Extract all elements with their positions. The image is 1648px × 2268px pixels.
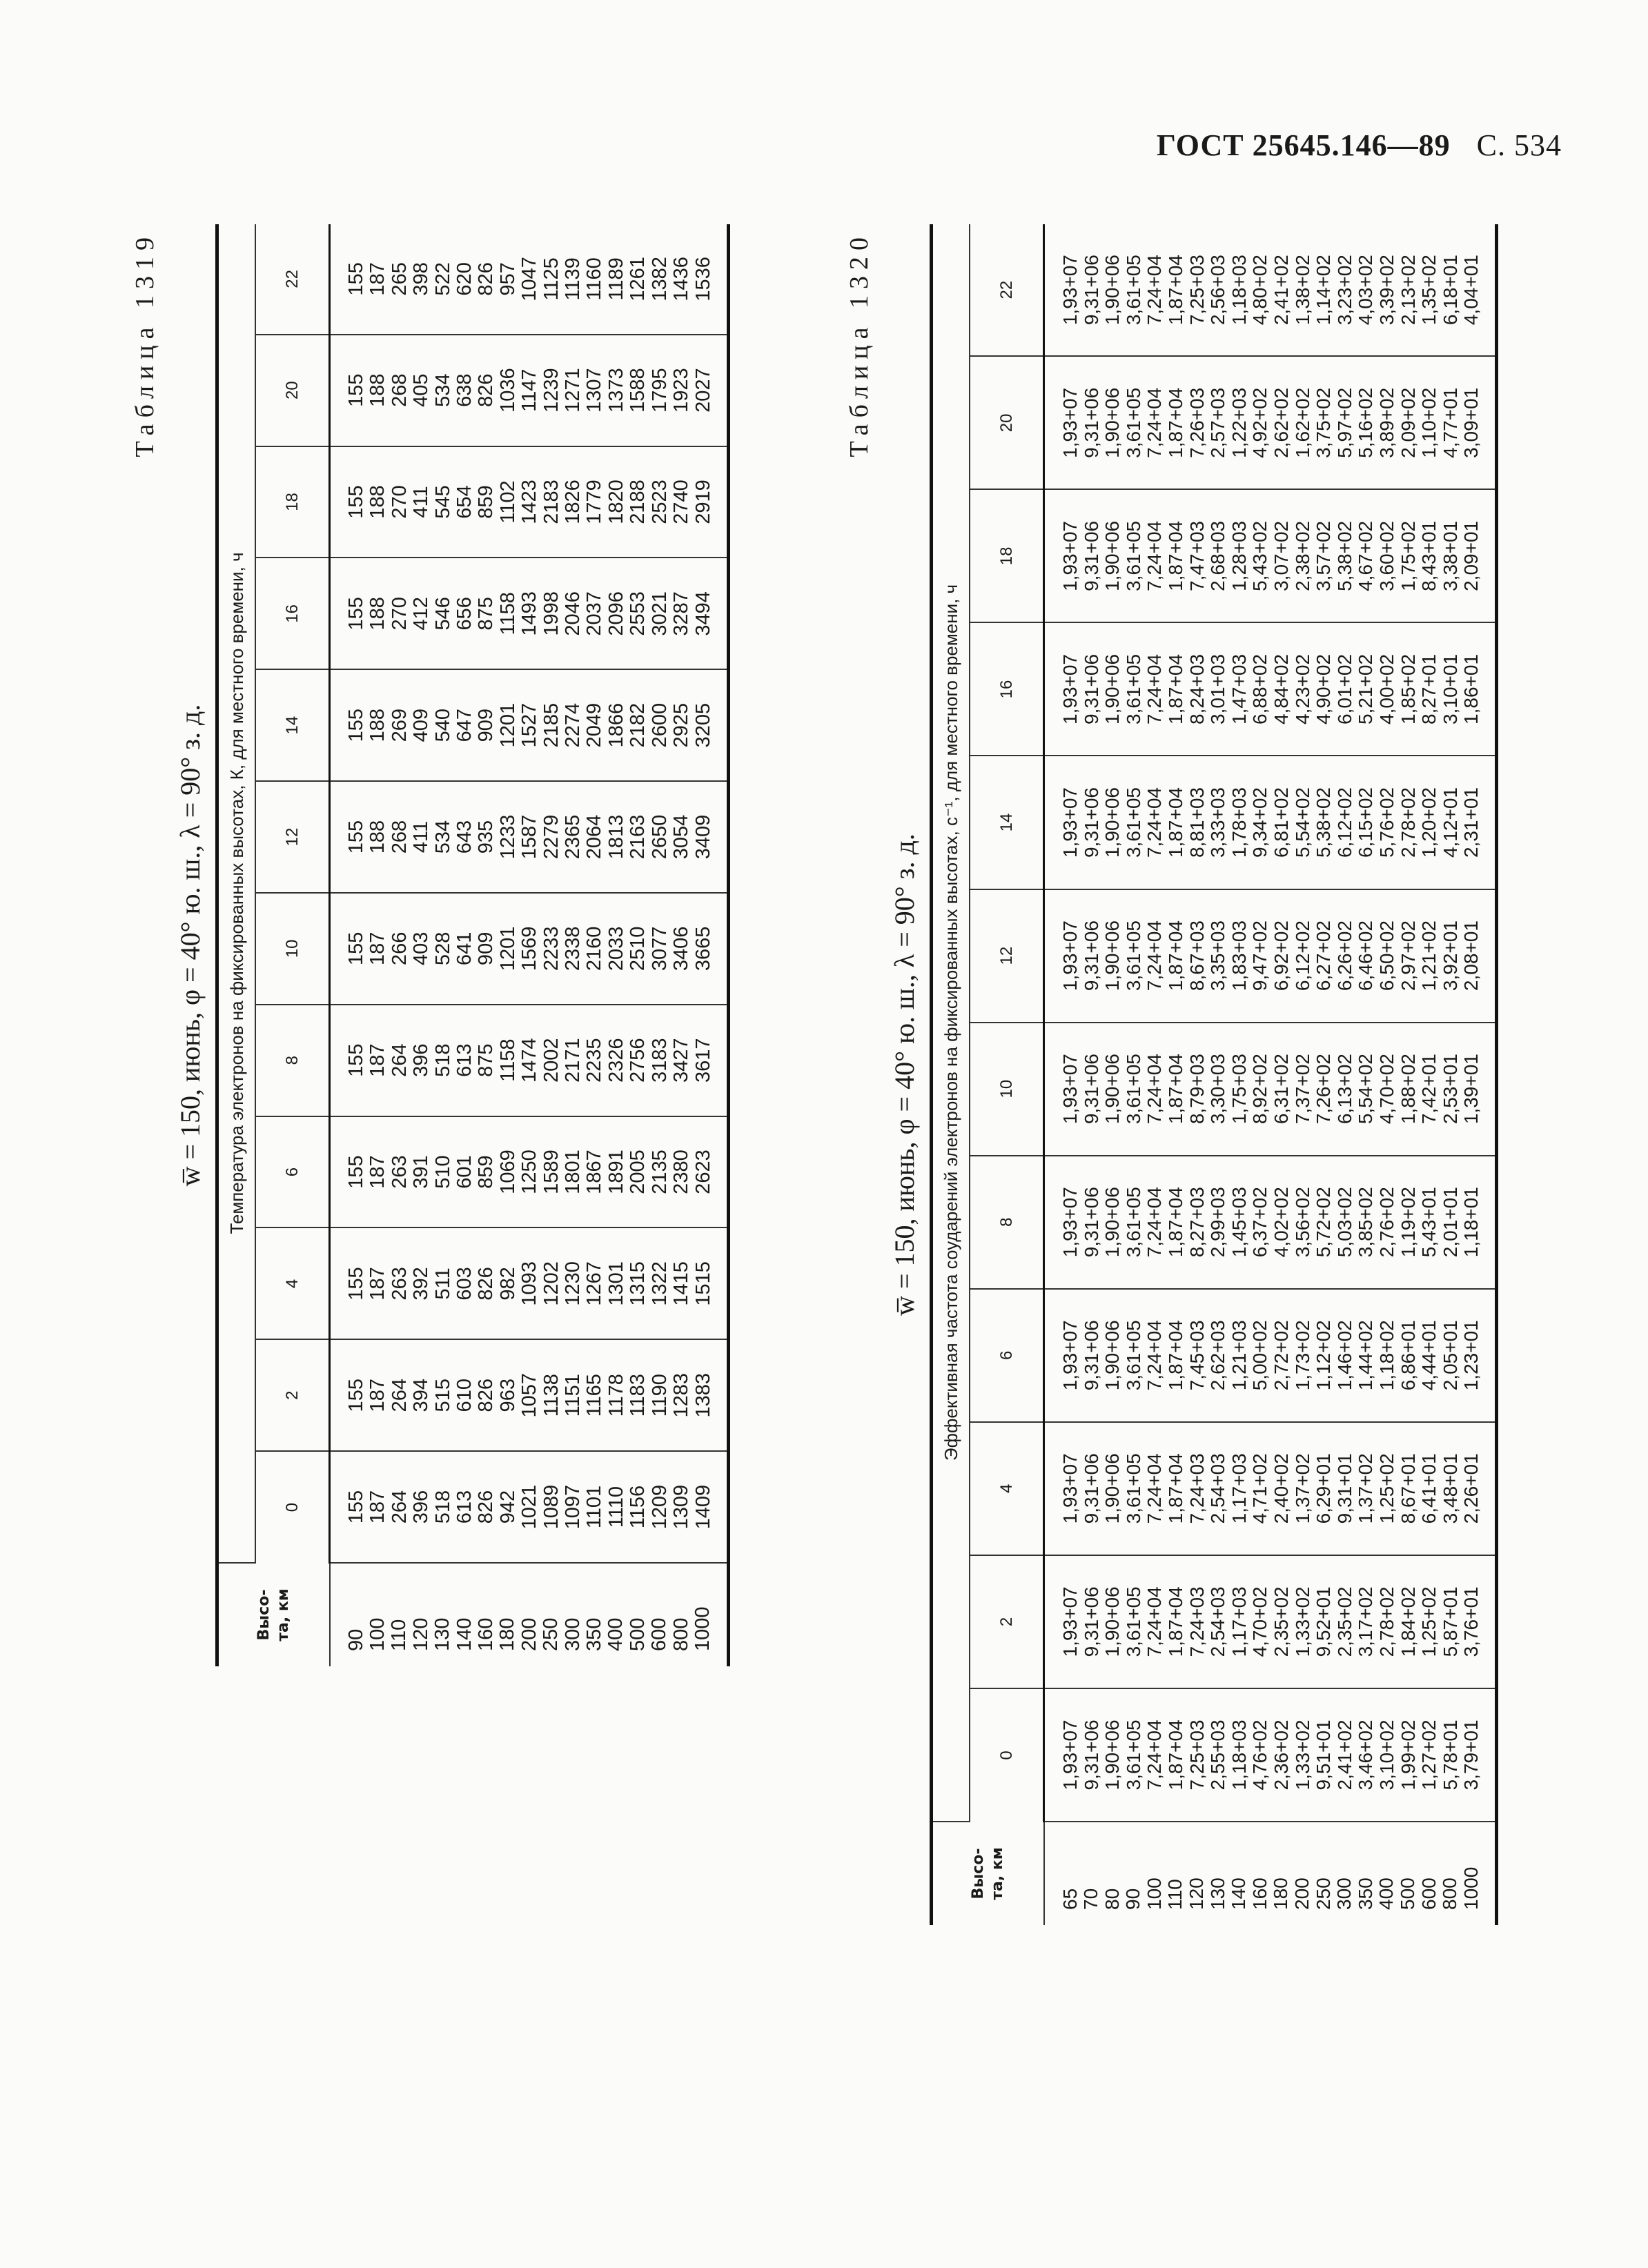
table-1319-block <box>124 224 745 1666</box>
hour-header-22: 22 <box>255 224 330 335</box>
table-label: Таблица 1320 <box>845 231 874 457</box>
table-label: Таблица 1319 <box>130 231 159 457</box>
span-header: Температура электронов на фиксированных высотах, К, для местного времени, ч <box>217 224 256 1563</box>
hour-header-16: 16 <box>970 622 1044 756</box>
hour-header-0: 0 <box>255 1451 330 1563</box>
height-column-header: Высо- та, км <box>932 1822 1044 1925</box>
hour-header-12: 12 <box>255 781 330 893</box>
hour-header-18: 18 <box>970 489 1044 622</box>
height-values: 65 70 80 90 100 110 120 130 140 160 180 200 250 300 350 400 500 600 800 1000 <box>1059 1866 1482 1910</box>
height-column-header: Высо- та, км <box>217 1563 330 1666</box>
value-column-22: 155 187 265 398 522 620 826 957 1047 1125 1139 1160 1189 1261 1382 1436 1536 <box>330 224 729 335</box>
value-column-14: 1,93+07 9,31+06 1,90+06 3,61+05 7,24+04 1,87+04 8,81+03 3,33+03 1,78+03 9,34+02 6,81+02 5,54+02 5,38+02 6,12+02 6,15+02 5,76+02 2,78+02 1,20+02 4,12+01 2,31+01 <box>1044 756 1497 889</box>
hour-header-10: 10 <box>970 1023 1044 1156</box>
hour-header-2: 2 <box>255 1339 330 1451</box>
hour-header-8: 8 <box>255 1005 330 1116</box>
table-body-row <box>1044 224 1497 1925</box>
value-column-20: 1,93+07 9,31+06 1,90+06 3,61+05 7,24+04 1,87+04 7,26+03 2,57+03 1,22+03 4,92+02 2,62+02 1,62+02 3,75+02 5,97+02 5,16+02 3,89+02 2,09+02 1,10+02 4,77+01 3,09+01 <box>1044 356 1497 489</box>
value-column-4: 1,93+07 9,31+06 1,90+06 3,61+05 7,24+04 1,87+04 7,24+03 2,54+03 1,17+03 4,71+02 2,40+02 1,37+02 6,29+01 9,31+01 1,37+02 1,25+02 8,67+01 6,41+01 3,48+01 2,26+01 <box>1044 1422 1497 1555</box>
hour-header-14: 14 <box>970 756 1044 889</box>
hour-header-6: 6 <box>970 1289 1044 1422</box>
span-header: Эффективная частота соударений электронов на фиксированных высотах, с⁻¹, для местного времени, ч <box>932 224 970 1822</box>
value-column-10: 1,93+07 9,31+06 1,90+06 3,61+05 7,24+04 1,87+04 8,79+03 3,30+03 1,75+03 8,92+02 6,31+02 7,37+02 7,26+02 6,13+02 5,54+02 4,70+02 1,88+02 7,42+01 2,53+01 1,39+01 <box>1044 1023 1497 1156</box>
page-number: С. 534 <box>1476 128 1562 162</box>
hour-header-22: 22 <box>970 224 1044 356</box>
hour-header-18: 18 <box>255 446 330 558</box>
data-table <box>215 224 730 1666</box>
value-column-0: 1,93+07 9,31+06 1,90+06 3,61+05 7,24+04 1,87+04 7,25+03 2,55+03 1,18+03 4,76+02 2,36+02 1,33+02 9,51+01 2,41+02 3,46+02 3,10+02 1,99+02 1,27+02 5,78+01 3,79+01 <box>1044 1688 1497 1822</box>
value-column-0: 155 187 264 396 518 613 826 942 1021 1089 1097 1101 1110 1156 1209 1309 1409 <box>330 1451 729 1563</box>
hour-header-4: 4 <box>255 1227 330 1339</box>
hour-header-2: 2 <box>970 1555 1044 1688</box>
value-column-14: 155 188 269 409 540 647 909 1201 1527 2185 2274 2049 1866 2182 2600 2925 3205 <box>330 669 729 781</box>
value-column-18: 1,93+07 9,31+06 1,90+06 3,61+05 7,24+04 1,87+04 7,47+03 2,68+03 1,28+03 5,43+02 3,07+02 2,38+02 3,57+02 5,38+02 4,67+02 3,60+02 1,75+02 8,43+01 3,38+01 2,09+01 <box>1044 489 1497 622</box>
value-column-16: 155 188 270 412 546 656 875 1158 1493 1998 2046 2037 2096 2553 3021 3287 3494 <box>330 558 729 669</box>
hours-header-row <box>255 224 330 1666</box>
value-column-2: 155 187 264 394 515 610 826 963 1057 1138 1151 1165 1178 1183 1190 1283 1383 <box>330 1339 729 1451</box>
value-column-6: 155 187 263 391 510 601 859 1069 1250 1589 1801 1867 1891 2005 2135 2380 2623 <box>330 1116 729 1228</box>
value-column-2: 1,93+07 9,31+06 1,90+06 3,61+05 7,24+04 1,87+04 7,24+03 2,54+03 1,17+03 4,70+02 2,35+02 1,33+02 9,52+01 2,35+02 3,17+02 2,78+02 1,84+02 1,25+02 5,87+01 3,76+01 <box>1044 1555 1497 1688</box>
value-column-16: 1,93+07 9,31+06 1,90+06 3,61+05 7,24+04 1,87+04 8,24+03 3,01+03 1,47+03 6,88+02 4,84+02 4,23+02 4,90+02 6,01+02 5,21+02 4,00+02 1,85+02 8,27+01 3,10+01 1,86+01 <box>1044 622 1497 756</box>
hour-header-0: 0 <box>970 1688 1044 1822</box>
table-condition: w̅ = 150, июнь, φ = 40° ю. ш., λ = 90° з. д. <box>889 834 920 1316</box>
hour-header-10: 10 <box>255 893 330 1005</box>
hours-header-row <box>970 224 1044 1925</box>
value-column-6: 1,93+07 9,31+06 1,90+06 3,61+05 7,24+04 1,87+04 7,45+03 2,62+03 1,21+03 5,00+02 2,72+02 1,73+02 1,12+02 1,46+02 1,44+02 1,18+02 6,86+01 4,44+01 2,05+01 1,23+01 <box>1044 1289 1497 1422</box>
table-1320-block <box>838 224 1494 1925</box>
hour-header-12: 12 <box>970 889 1044 1023</box>
page-header <box>1157 128 1562 163</box>
table-condition: w̅ = 150, июнь, φ = 40° ю. ш., λ = 90° з. д. <box>175 704 206 1187</box>
value-column-4: 155 187 263 392 511 603 826 982 1093 1202 1230 1267 1301 1315 1322 1415 1515 <box>330 1227 729 1339</box>
hour-header-4: 4 <box>970 1422 1044 1555</box>
value-column-18: 155 188 270 411 545 654 859 1102 1423 2183 1826 1779 1820 2188 2523 2740 2919 <box>330 446 729 558</box>
value-column-22: 1,93+07 9,31+06 1,90+06 3,61+05 7,24+04 1,87+04 7,25+03 2,56+03 1,18+03 4,80+02 2,41+02 1,38+02 1,14+02 3,23+02 4,03+02 3,39+02 2,13+02 1,35+02 6,18+01 4,04+01 <box>1044 224 1497 356</box>
hour-header-14: 14 <box>255 669 330 781</box>
hour-header-20: 20 <box>970 356 1044 489</box>
table-body-row <box>330 224 729 1666</box>
hour-header-6: 6 <box>255 1116 330 1228</box>
value-column-12: 1,93+07 9,31+06 1,90+06 3,61+05 7,24+04 1,87+04 8,67+03 3,35+03 1,83+03 9,47+02 6,92+02 6,12+02 6,27+02 6,26+02 6,46+02 6,50+02 2,97+02 1,21+02 3,92+01 2,08+01 <box>1044 889 1497 1023</box>
hour-header-20: 20 <box>255 335 330 446</box>
height-values: 90 100 110 120 130 140 160 180 200 250 300 350 400 500 600 800 1000 <box>344 1606 714 1651</box>
hour-header-8: 8 <box>970 1156 1044 1289</box>
document-code: ГОСТ 25645.146—89 <box>1156 128 1451 162</box>
value-column-8: 1,93+07 9,31+06 1,90+06 3,61+05 7,24+04 1,87+04 8,27+03 2,99+03 1,45+03 6,37+02 4,02+02 3,56+02 5,72+02 5,03+02 3,85+02 2,76+02 1,19+02 5,43+01 2,01+01 1,18+01 <box>1044 1156 1497 1289</box>
value-column-20: 155 188 268 405 534 638 826 1036 1147 1239 1271 1307 1373 1588 1795 1923 2027 <box>330 335 729 446</box>
value-column-8: 155 187 264 396 518 613 875 1158 1474 2002 2171 2235 2326 2756 3183 3427 3617 <box>330 1005 729 1116</box>
data-table <box>930 224 1498 1925</box>
hour-header-16: 16 <box>255 558 330 669</box>
value-column-10: 155 187 266 403 528 641 909 1201 1569 2233 2338 2160 2033 2510 3077 3406 3665 <box>330 893 729 1005</box>
value-column-12: 155 188 268 411 534 643 935 1233 1587 2279 2365 2064 1813 2163 2650 3054 3409 <box>330 781 729 893</box>
